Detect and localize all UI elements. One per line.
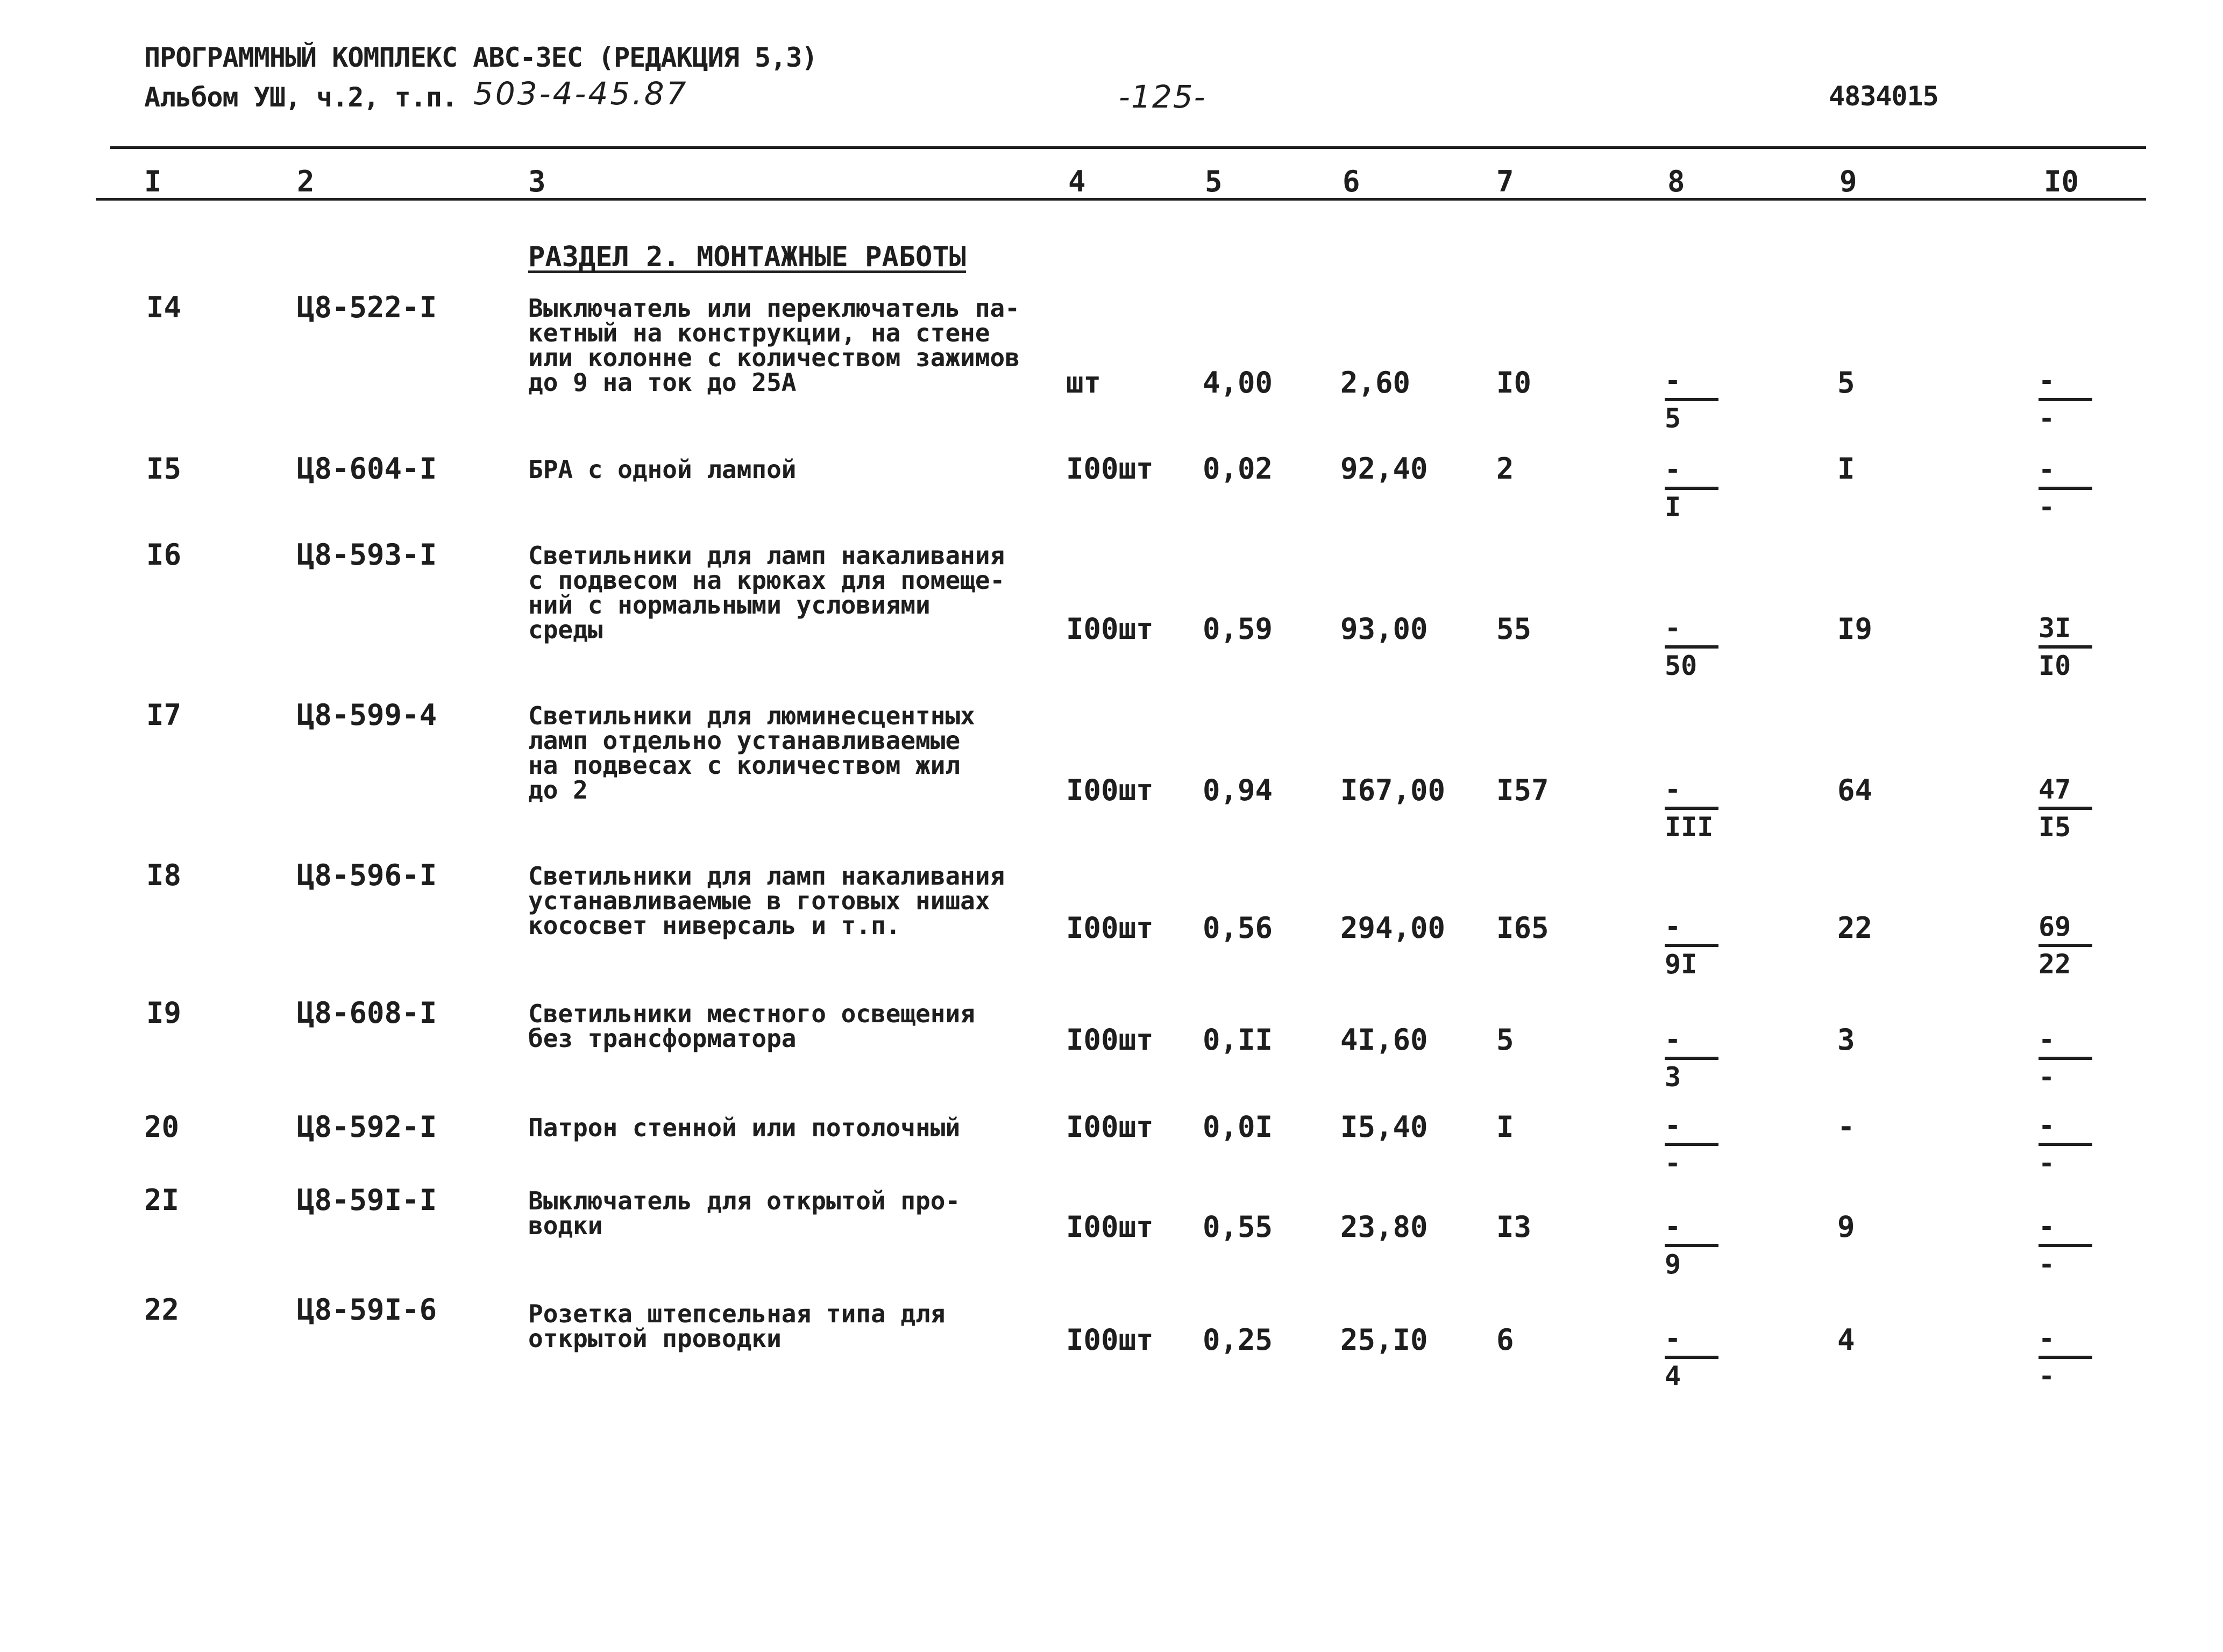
row-total: I bbox=[1496, 1110, 1514, 1144]
row-total: 5 bbox=[1496, 1023, 1514, 1057]
program-title: ПРОГРАММНЫЙ КОМПЛЕКС АВС-ЗЕС (РЕДАКЦИЯ 5,3) bbox=[144, 42, 818, 73]
col10-fraction bbox=[2039, 766, 2098, 847]
row-quantity: 0,02 bbox=[1203, 452, 1273, 486]
fraction-denominator: III bbox=[1665, 811, 1714, 843]
row-code: Ц8-592-I bbox=[297, 1110, 437, 1144]
fraction-bar bbox=[2039, 645, 2092, 649]
row-price: 23,80 bbox=[1340, 1210, 1428, 1244]
header-bottom-rule bbox=[96, 198, 2146, 201]
row-col9: 4 bbox=[1837, 1323, 1855, 1357]
col8-fraction bbox=[1665, 358, 1724, 438]
fraction-bar bbox=[1665, 1057, 1718, 1060]
row-price: 25,I0 bbox=[1340, 1323, 1428, 1357]
fraction-bar bbox=[2039, 487, 2092, 490]
fraction-numerator: - bbox=[2039, 1211, 2055, 1242]
row-quantity: 0,94 bbox=[1203, 773, 1273, 807]
fraction-denominator: I5 bbox=[2039, 811, 2071, 843]
row-number: 22 bbox=[144, 1293, 180, 1327]
fraction-denominator: - bbox=[1665, 1148, 1681, 1179]
fraction-denominator: 9 bbox=[1665, 1249, 1681, 1280]
row-price: 4I,60 bbox=[1340, 1023, 1428, 1057]
column-number: 3 bbox=[528, 165, 546, 198]
fraction-numerator: - bbox=[2039, 1024, 2055, 1055]
row-total: I3 bbox=[1496, 1210, 1532, 1244]
fraction-bar bbox=[1665, 1356, 1718, 1359]
col10-fraction bbox=[2039, 358, 2098, 438]
column-number: I0 bbox=[2044, 165, 2079, 198]
row-unit: I00шт bbox=[1066, 1210, 1154, 1244]
row-quantity: 4,00 bbox=[1203, 366, 1273, 400]
col10-fraction bbox=[2039, 903, 2098, 984]
document-code: 4834015 bbox=[1829, 81, 1938, 112]
fraction-numerator: - bbox=[2039, 1323, 2055, 1354]
fraction-bar bbox=[1665, 1244, 1718, 1247]
fraction-bar bbox=[2039, 1244, 2092, 1247]
col8-fraction bbox=[1665, 1016, 1724, 1097]
row-col9: 64 bbox=[1837, 773, 1873, 807]
column-number: 2 bbox=[297, 165, 315, 198]
col10-fraction bbox=[2039, 446, 2098, 527]
row-col9: I9 bbox=[1837, 612, 1873, 646]
fraction-denominator: 9I bbox=[1665, 949, 1698, 980]
fraction-numerator: - bbox=[1665, 454, 1681, 485]
fraction-numerator: - bbox=[2039, 365, 2055, 396]
fraction-numerator: - bbox=[1665, 774, 1681, 805]
col8-fraction bbox=[1665, 1102, 1724, 1183]
row-total: I0 bbox=[1496, 366, 1532, 400]
row-number: 2I bbox=[144, 1183, 180, 1217]
column-number: 4 bbox=[1068, 165, 1086, 198]
fraction-bar bbox=[2039, 1356, 2092, 1359]
section-title: РАЗДЕЛ 2. МОНТАЖНЫЕ РАБОТЫ bbox=[528, 241, 966, 273]
row-code: Ц8-593-I bbox=[297, 538, 437, 572]
fraction-bar bbox=[2039, 1143, 2092, 1146]
col10-fraction bbox=[2039, 1016, 2098, 1097]
row-description: Светильники для ламп накаливания устанавливаемые в готовых нишах кососвет ниверсаль и т.п. bbox=[528, 861, 1005, 940]
fraction-bar bbox=[2039, 398, 2092, 401]
header-top-rule bbox=[110, 146, 2146, 149]
col8-fraction bbox=[1665, 903, 1724, 984]
fraction-numerator: - bbox=[1665, 1323, 1681, 1354]
fraction-denominator: 4 bbox=[1665, 1361, 1681, 1392]
row-unit: I00шт bbox=[1066, 1323, 1154, 1357]
row-unit: шт bbox=[1066, 366, 1102, 400]
column-number: 5 bbox=[1205, 165, 1223, 198]
column-number: 6 bbox=[1343, 165, 1360, 198]
col10-fraction bbox=[2039, 1315, 2098, 1396]
col8-fraction bbox=[1665, 766, 1724, 847]
row-number: I6 bbox=[146, 538, 182, 572]
row-quantity: 0,59 bbox=[1203, 612, 1273, 646]
column-number: 8 bbox=[1667, 165, 1685, 198]
col8-fraction bbox=[1665, 1204, 1724, 1284]
album-label: Альбом УШ, ч.2, т.п. bbox=[144, 82, 458, 113]
column-number: 9 bbox=[1840, 165, 1857, 198]
row-price: 294,00 bbox=[1340, 911, 1446, 945]
row-price: 2,60 bbox=[1340, 366, 1411, 400]
row-total: 6 bbox=[1496, 1323, 1514, 1357]
fraction-denominator: I0 bbox=[2039, 650, 2071, 681]
row-number: I9 bbox=[146, 996, 182, 1030]
row-description: Светильники местного освещения без трансформатора bbox=[528, 999, 975, 1053]
row-number: I7 bbox=[146, 698, 182, 732]
row-code: Ц8-604-I bbox=[297, 452, 437, 486]
fraction-numerator: - bbox=[2039, 1110, 2055, 1141]
fraction-denominator: - bbox=[2039, 492, 2055, 523]
row-unit: I00шт bbox=[1066, 1110, 1154, 1144]
row-total: 55 bbox=[1496, 612, 1532, 646]
fraction-bar bbox=[1665, 1143, 1718, 1146]
row-quantity: 0,25 bbox=[1203, 1323, 1273, 1357]
fraction-bar bbox=[2039, 944, 2092, 947]
row-quantity: 0,II bbox=[1203, 1023, 1273, 1057]
row-price: I67,00 bbox=[1340, 773, 1446, 807]
row-code: Ц8-599-4 bbox=[297, 698, 437, 732]
col8-fraction bbox=[1665, 1315, 1724, 1396]
row-total: I57 bbox=[1496, 773, 1549, 807]
row-unit: I00шт bbox=[1066, 911, 1154, 945]
fraction-numerator: - bbox=[1665, 365, 1681, 396]
fraction-bar bbox=[1665, 398, 1718, 401]
fraction-numerator: 69 bbox=[2039, 911, 2071, 942]
row-total: 2 bbox=[1496, 452, 1514, 486]
fraction-bar bbox=[1665, 807, 1718, 810]
row-number: I8 bbox=[146, 858, 182, 892]
row-description: Розетка штепсельная типа для открытой проводки bbox=[528, 1299, 946, 1353]
fraction-numerator: 47 bbox=[2039, 774, 2071, 805]
row-description: Выключатель для открытой про- водки bbox=[528, 1186, 961, 1240]
row-price: 93,00 bbox=[1340, 612, 1428, 646]
row-col9: 5 bbox=[1837, 366, 1855, 400]
fraction-bar bbox=[1665, 944, 1718, 947]
row-quantity: 0,0I bbox=[1203, 1110, 1273, 1144]
row-description: Выключатель или переключатель па- кетный на конструкции, на стене или колонне с количеством зажимов до 9 на ток до 25А bbox=[528, 294, 1020, 397]
row-col9: 22 bbox=[1837, 911, 1873, 945]
fraction-numerator: - bbox=[1665, 613, 1681, 644]
fraction-denominator: 5 bbox=[1665, 403, 1681, 434]
row-code: Ц8-59I-6 bbox=[297, 1293, 437, 1327]
fraction-denominator: 50 bbox=[1665, 650, 1698, 681]
row-number: 20 bbox=[144, 1110, 180, 1144]
fraction-bar bbox=[2039, 1057, 2092, 1060]
column-number: I bbox=[144, 165, 162, 198]
col10-fraction bbox=[2039, 1102, 2098, 1183]
row-number: I4 bbox=[146, 290, 182, 324]
row-description: БРА с одной лампой bbox=[528, 455, 797, 484]
row-col9: 9 bbox=[1837, 1210, 1855, 1244]
fraction-denominator: 3 bbox=[1665, 1062, 1681, 1093]
fraction-bar bbox=[1665, 645, 1718, 649]
row-number: I5 bbox=[146, 452, 182, 486]
fraction-numerator: - bbox=[1665, 1211, 1681, 1242]
row-col9: I bbox=[1837, 452, 1855, 486]
row-price: 92,40 bbox=[1340, 452, 1428, 486]
col8-fraction bbox=[1665, 446, 1724, 527]
row-description: Патрон стенной или потолочный bbox=[528, 1113, 961, 1142]
row-code: Ц8-522-I bbox=[297, 290, 437, 324]
album-number-handwritten: 503-4-45.87 bbox=[473, 75, 688, 112]
fraction-denominator: 22 bbox=[2039, 949, 2071, 980]
row-unit: I00шт bbox=[1066, 773, 1154, 807]
row-unit: I00шт bbox=[1066, 1023, 1154, 1057]
col10-fraction bbox=[2039, 605, 2098, 686]
fraction-numerator: - bbox=[1665, 1024, 1681, 1055]
fraction-numerator: - bbox=[1665, 911, 1681, 942]
row-description: Светильники для ламп накаливания с подвесом на крюках для помеще- ний с нормальными условиями среды bbox=[528, 541, 1005, 644]
row-quantity: 0,55 bbox=[1203, 1210, 1273, 1244]
row-code: Ц8-596-I bbox=[297, 858, 437, 892]
fraction-bar bbox=[2039, 807, 2092, 810]
row-unit: I00шт bbox=[1066, 612, 1154, 646]
row-description: Светильники для люминесцентных ламп отдельно устанавливаемые на подвесах с количеством жил до 2 bbox=[528, 701, 975, 804]
fraction-numerator: - bbox=[1665, 1110, 1681, 1141]
fraction-denominator: - bbox=[2039, 1361, 2055, 1392]
row-col9: - bbox=[1837, 1110, 1855, 1144]
fraction-bar bbox=[1665, 487, 1718, 490]
fraction-denominator: - bbox=[2039, 1249, 2055, 1280]
fraction-denominator: - bbox=[2039, 403, 2055, 434]
fraction-numerator: 3I bbox=[2039, 613, 2071, 644]
row-code: Ц8-59I-I bbox=[297, 1183, 437, 1217]
fraction-denominator: - bbox=[2039, 1148, 2055, 1179]
col8-fraction bbox=[1665, 605, 1724, 686]
row-code: Ц8-608-I bbox=[297, 996, 437, 1030]
fraction-denominator: I bbox=[1665, 492, 1681, 523]
row-price: I5,40 bbox=[1340, 1110, 1428, 1144]
fraction-denominator: - bbox=[2039, 1062, 2055, 1093]
col10-fraction bbox=[2039, 1204, 2098, 1284]
column-number: 7 bbox=[1496, 165, 1514, 198]
row-col9: 3 bbox=[1837, 1023, 1855, 1057]
page-number: -125- bbox=[1119, 79, 1206, 115]
fraction-numerator: - bbox=[2039, 454, 2055, 485]
row-total: I65 bbox=[1496, 911, 1549, 945]
row-quantity: 0,56 bbox=[1203, 911, 1273, 945]
row-unit: I00шт bbox=[1066, 452, 1154, 486]
